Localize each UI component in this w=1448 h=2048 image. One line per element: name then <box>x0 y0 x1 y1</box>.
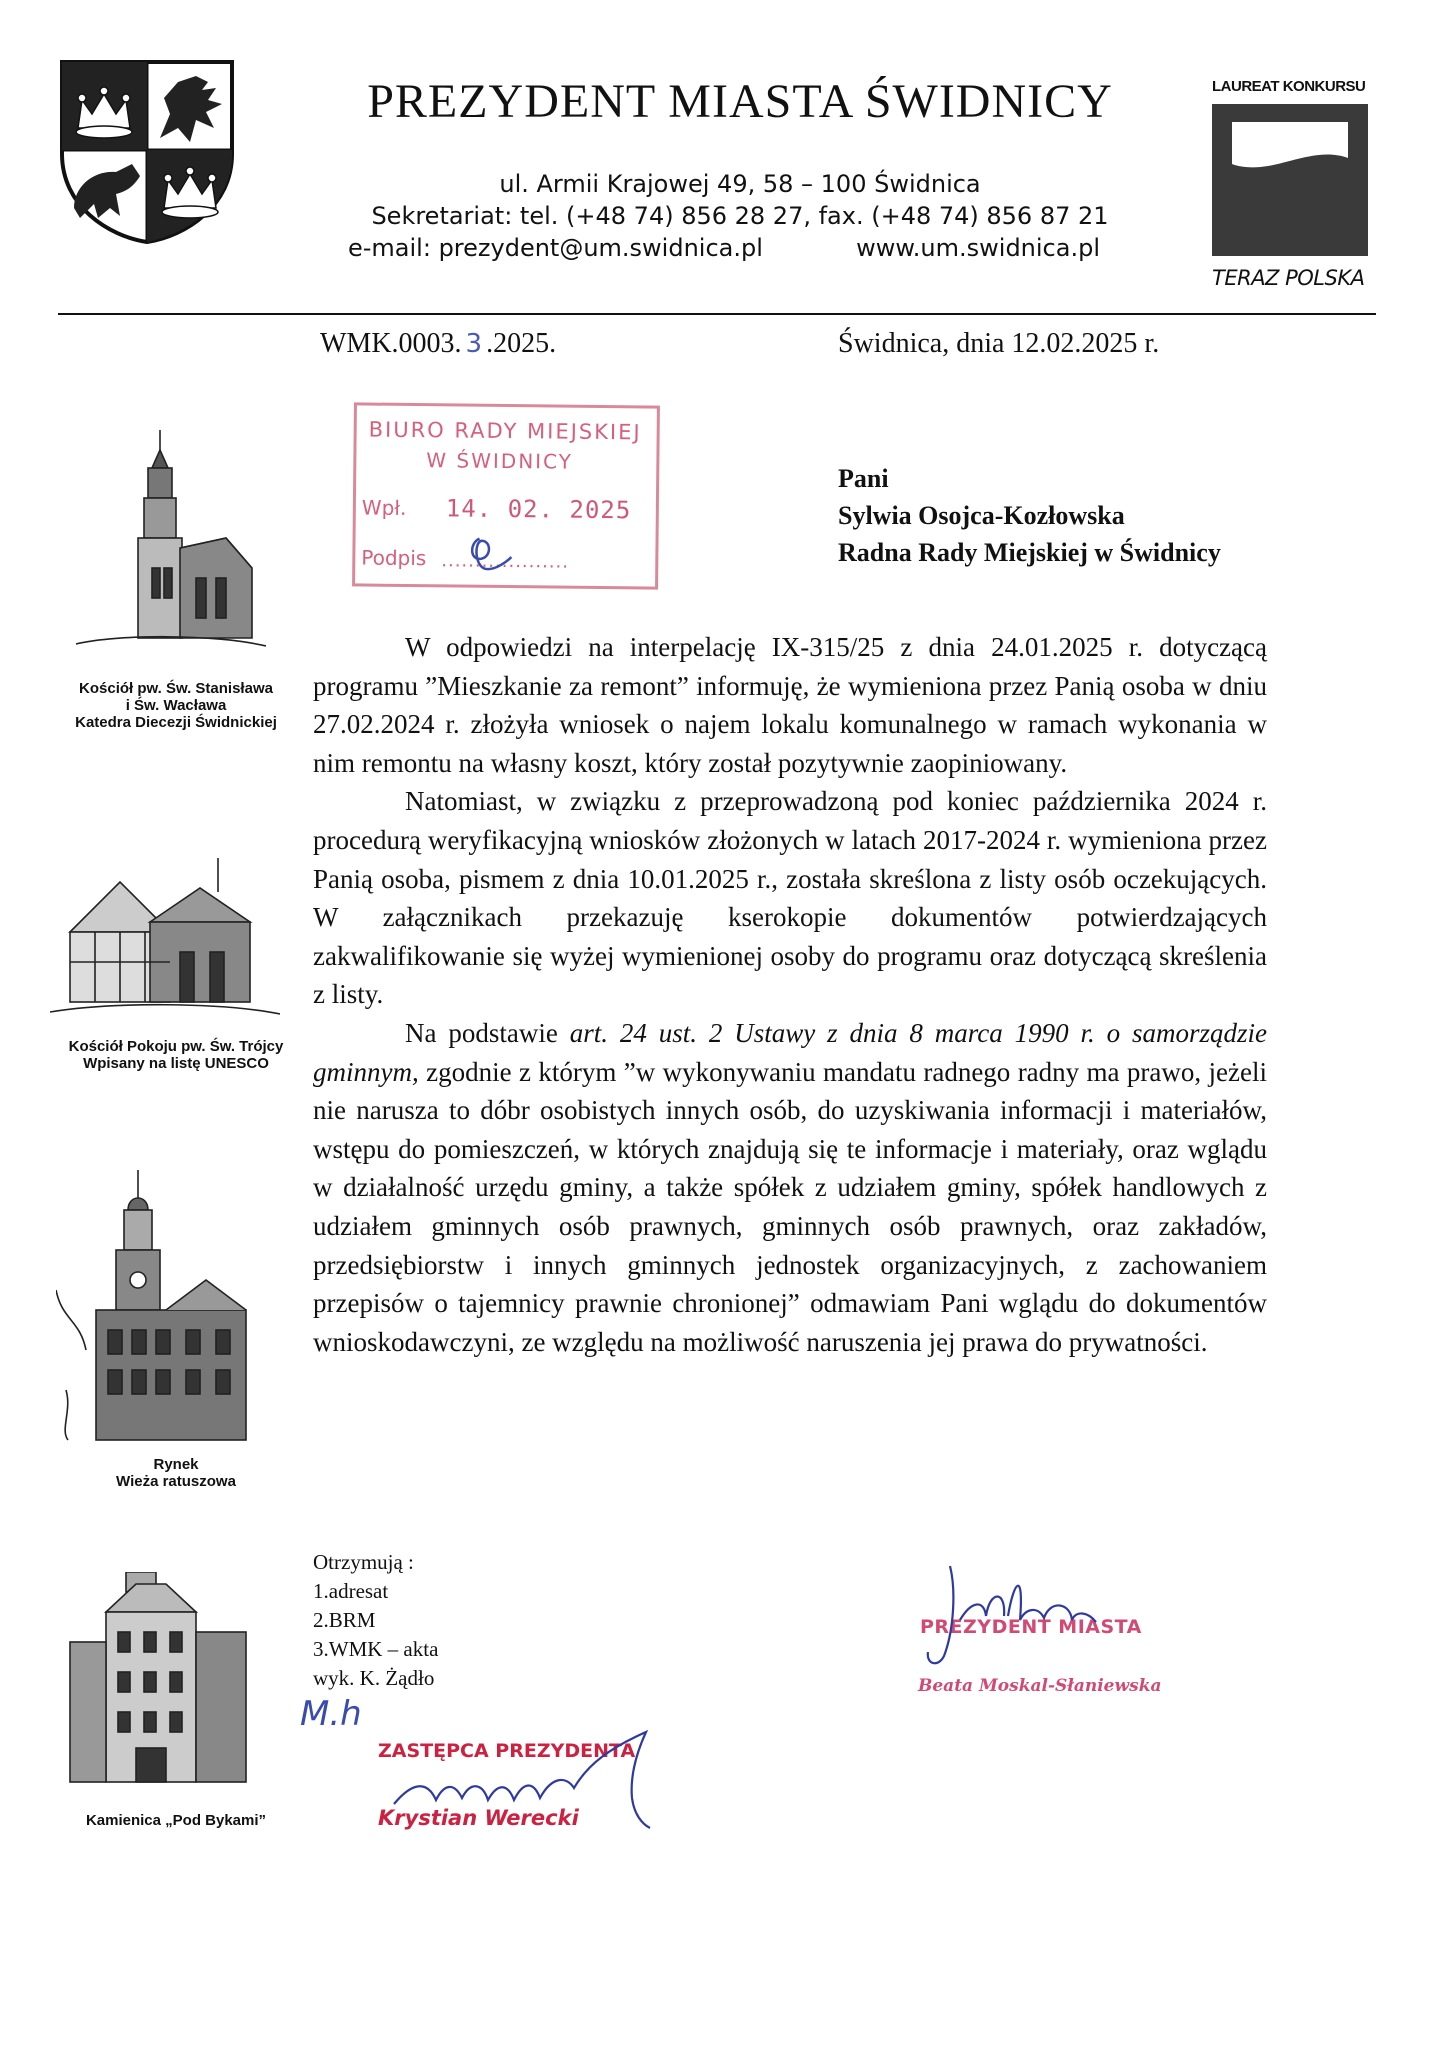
recipient-name: Sylwia Osojca-Kozłowska <box>838 501 1125 530</box>
mayor-signature-scribble-icon <box>920 1560 1110 1680</box>
recipient-salutation: Pani <box>838 464 889 493</box>
reference-number <box>320 328 556 360</box>
distribution-item: 2.BRM <box>313 1608 376 1632</box>
caption-line: Kamienica „Pod Bykami” <box>85 1812 267 1829</box>
caption-line: Rynek <box>153 1456 199 1473</box>
caption-line: Kościół pw. Św. Stanisława <box>79 680 273 697</box>
award-title: LAUREAT KONKURSU <box>1212 78 1366 95</box>
town-hall-tower-illustration-icon <box>56 1170 266 1450</box>
header-contact <box>300 168 1180 264</box>
town-hall-caption <box>46 1456 306 1490</box>
stamp-signature-label: Podpis <box>361 545 427 571</box>
distribution-item: 1.adresat <box>313 1579 389 1603</box>
letter-body <box>313 628 1267 1361</box>
recipient-block <box>838 460 1221 571</box>
distribution-title: Otrzymują : <box>313 1550 414 1574</box>
body-paragraph-1: W odpowiedzi na interpelację IX-315/25 z dnia 24.01.2025 r. dotyczącą programu ”Mieszkanie za remont” informuję, że wymieniona przez Panią osoba w dniu 27.02.2024 r. złożyła wniosek o najem lokalu komunalnego w ramach wykonania w nim remontu na własny koszt, który został pozytywnie zaopiniowany. <box>313 632 1267 778</box>
church-of-peace-caption <box>46 1038 306 1072</box>
distribution-list <box>313 1548 438 1693</box>
header-address: ul. Armii Krajowej 49, 58 – 100 Świdnica <box>499 170 981 198</box>
reference-prefix: WMK.0003. <box>320 328 462 359</box>
stamp-line-2: W ŚWIDNICY <box>426 448 574 474</box>
paragraph-3-law-reference: art. 24 ust. 2 Ustawy z dnia 8 marca 1990 r. o samorządzie gminnym, <box>313 1017 1267 1087</box>
header-secretariat: Sekretariat: tel. (+48 74) 856 28 27, fax. (+48 74) 856 87 21 <box>371 202 1109 230</box>
handwritten-initials: M.h <box>300 1694 362 1734</box>
header-divider <box>58 313 1376 315</box>
recipient-role: Radna Rady Miejskiej w Świdnicy <box>838 538 1221 567</box>
header-website: www.um.swidnica.pl <box>856 234 1100 262</box>
cathedral-illustration-icon <box>76 428 266 658</box>
paragraph-3-lead: Na podstawie <box>405 1017 558 1048</box>
body-paragraph-2: Natomiast, w związku z przeprowadzoną pod koniec października 2024 r. procedurą weryfikacyjną wniosków złożonych w latach 2017-2024 r. wymieniona przez Panią osoba, pismem z dnia 10.01.2025 r., została skreślona z listy osób oczekujących. W załącznikach przekazuję kserokopie dokumentów potwierdzających zakwalifikowanie się wyżej wymienionej osoby do programu oraz dotyczącą skreślenia z listy. <box>313 786 1267 1010</box>
cathedral-caption <box>46 680 306 731</box>
deputy-mayor-name: Krystian Werecki <box>378 1806 579 1830</box>
caption-line: Kościół Pokoju pw. Św. Trójcy <box>68 1038 284 1055</box>
caption-line: Wieża ratuszowa <box>116 1473 236 1490</box>
reference-handwritten-number: 3 <box>465 329 483 359</box>
award-logo-icon <box>1212 104 1368 256</box>
reference-suffix: .2025. <box>486 328 557 359</box>
stamp-signature-scribble-icon <box>455 530 515 575</box>
award-slogan: TERAZ POLSKA <box>1212 266 1365 290</box>
stamp-received-date: 14. 02. 2025 <box>445 494 632 525</box>
deputy-mayor-title: ZASTĘPCA PREZYDENTA <box>378 1740 636 1762</box>
header-title: PREZYDENT MIASTA ŚWIDNICY <box>367 75 1113 128</box>
caption-line: Katedra Diecezji Świdnickiej <box>75 714 277 731</box>
letter-date: Świdnica, dnia 12.02.2025 r. <box>838 328 1160 359</box>
mayor-title: PREZYDENT MIASTA <box>920 1616 1142 1638</box>
caption-line: Wpisany na listę UNESCO <box>83 1055 269 1072</box>
header-contact-row <box>300 232 1180 264</box>
distribution-item: 3.WMK – akta <box>313 1637 439 1661</box>
pod-bykami-house-illustration-icon <box>66 1572 256 1792</box>
stamp-received-label: Wpł. <box>361 495 407 520</box>
stamp-signature-dots: ................... <box>441 550 570 573</box>
header-email: e-mail: prezydent@um.swidnica.pl <box>348 234 763 262</box>
coat-of-arms-icon <box>58 58 236 244</box>
body-paragraph-3 <box>313 1014 1267 1361</box>
receipt-stamp <box>352 402 660 589</box>
pod-bykami-caption <box>46 1812 306 1829</box>
caption-line: i Św. Wacława <box>125 697 227 714</box>
stamp-line-1: BIURO RADY MIEJSKIEJ <box>368 417 642 445</box>
deputy-signature-scribble-icon <box>374 1724 674 1834</box>
mayor-name: Beata Moskal-Słaniewska <box>918 1676 1162 1696</box>
paragraph-3-text: zgodnie z którym ”w wykonywaniu mandatu radnego radny ma prawo, jeżeli nie narusza to dóbr osobistych innych osób, do uzyskiwania informacji i materiałów, wstępu do pomieszczeń, w których znajdują się te informacje i materiały, oraz wglądu w działalność urzędu gminy, a także spółek z udziałem gminy, spółek handlowych z udziałem gminnych osób prawnych, gminnych osób prawnych, oraz zakładów, przedsiębiorstw i innych gminnych jednostek organizacyjnych, z zachowaniem przepisów o tajemnicy prawnie chronionej” odmawiam Pani wglądu do dokumentów wnioskodawczyni, ze względu na możliwość naruszenia jej prawa do prywatności. <box>313 1056 1267 1357</box>
distribution-item: wyk. K. Żądło <box>313 1666 435 1690</box>
church-of-peace-illustration-icon <box>50 852 280 1022</box>
